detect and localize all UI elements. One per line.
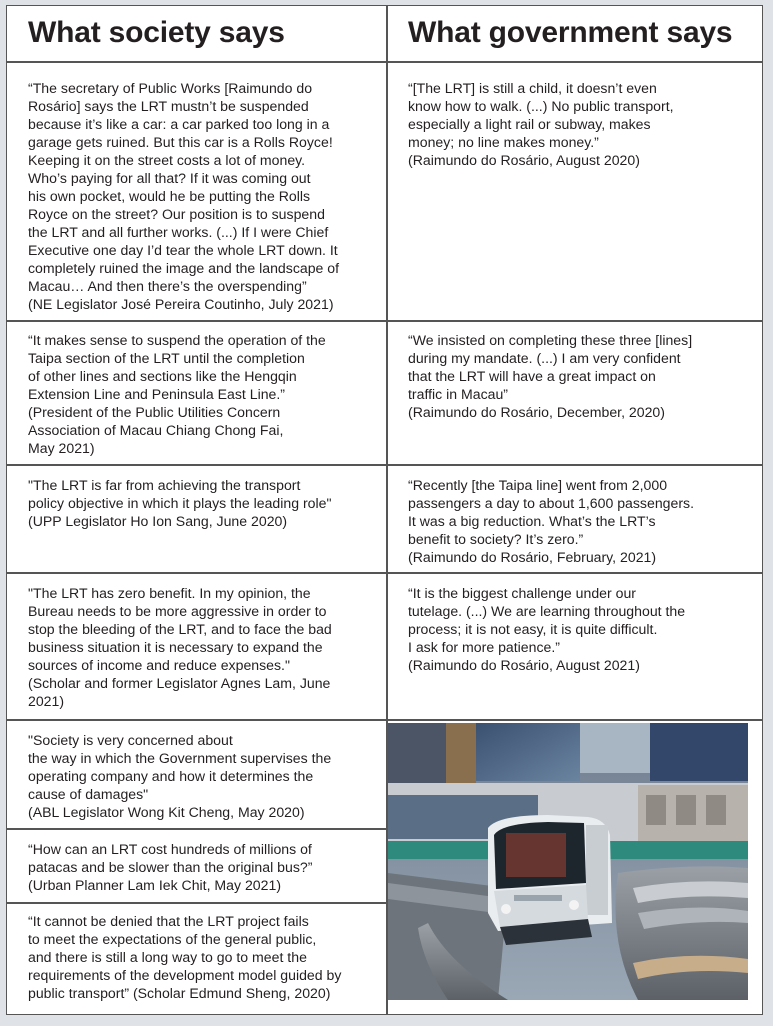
government-quote: “We insisted on completing these three [lines] during my mandate. (...) I am very confident that the LRT will have a great impact on traffic in Macau” (Raimundo do Rosário, December, 2020)	[408, 332, 693, 420]
government-quote: “It is the biggest challenge under our tutelage. (...) We are learning throughout the process; it is not easy, it is quite difficult. I ask for more patience.” (Raimundo do Rosário, August 2021)	[408, 585, 686, 673]
government-quote: “[The LRT] is still a child, it doesn’t even know how to walk. (...) No public transport, especially a light rail or subway, makes money; no line makes money.” (Raimundo do Rosário, August 2020)	[408, 80, 674, 168]
row-divider	[7, 828, 386, 830]
society-quote: "Society is very concerned about the way in which the Government supervises the operating company and how it determines the cause of damages" (ABL Legislator Wong Kit Cheng, May 2020)	[28, 732, 332, 820]
society-quote: "The LRT is far from achieving the transport policy objective in which it plays the leading role" (UPP Legislator Ho Ion Sang, June 2020)	[28, 477, 332, 529]
header-divider	[7, 61, 762, 63]
row-divider	[7, 902, 386, 904]
society-quote: “How can an LRT cost hundreds of millions of patacas and be slower than the original bus?” (Urban Planner Lam Iek Chit, May 2021)	[28, 841, 313, 893]
row-divider	[7, 719, 762, 721]
row-divider	[7, 464, 762, 466]
society-header: What society says	[28, 16, 285, 49]
society-quote: “It cannot be denied that the LRT project fails to meet the expectations of the general public, and there is still a long way to go to meet the requirements of the development model guided by public transport” (Scholar Edmund Sheng, 2020)	[28, 913, 342, 1001]
lrt-train-photo	[388, 723, 748, 1000]
row-divider	[7, 572, 762, 574]
row-divider	[7, 320, 762, 322]
society-quote: “The secretary of Public Works [Raimundo do Rosário] says the LRT mustn’t be suspended because it’s like a car: a car parked too long in a garage gets ruined. But this car is a Rolls Royce! Keeping it on the street costs a lot of money. Who’s paying for all that? If it was coming out his own pocket, would he be putting the Rolls Royce on the street? Our position is to suspend the LRT and all further works. (...) If I were Chief Executive one day I’d tear the whole LRT down. It completely ruined the image and the landscape of Macau… And then there’s the overspending” (NE Legislator José Pereira Coutinho, July 2021)	[28, 80, 340, 312]
government-quote: “Recently [the Taipa line] went from 2,000 passengers a day to about 1,600 passengers. It was a big reduction. What’s the LRT’s benefit to society? It’s zero.” (Raimundo do Rosário, February, 2021)	[408, 477, 694, 565]
society-quote: "The LRT has zero benefit. In my opinion, the Bureau needs to be more aggressive in order to stop the bleeding of the LRT, and to face the bad business situation it is necessary to expand the sources of income and reduce expenses." (Scholar and former Legislator Agnes Lam, June 2021)	[28, 585, 332, 709]
government-header: What government says	[408, 16, 733, 49]
society-quote: “It makes sense to suspend the operation of the Taipa section of the LRT until the completion of other lines and sections like the Hengqin Extension Line and Peninsula East Line.” (President of the Public Utilities Concern Association of Macau Chiang Chong Fai, May 2021)	[28, 332, 326, 456]
